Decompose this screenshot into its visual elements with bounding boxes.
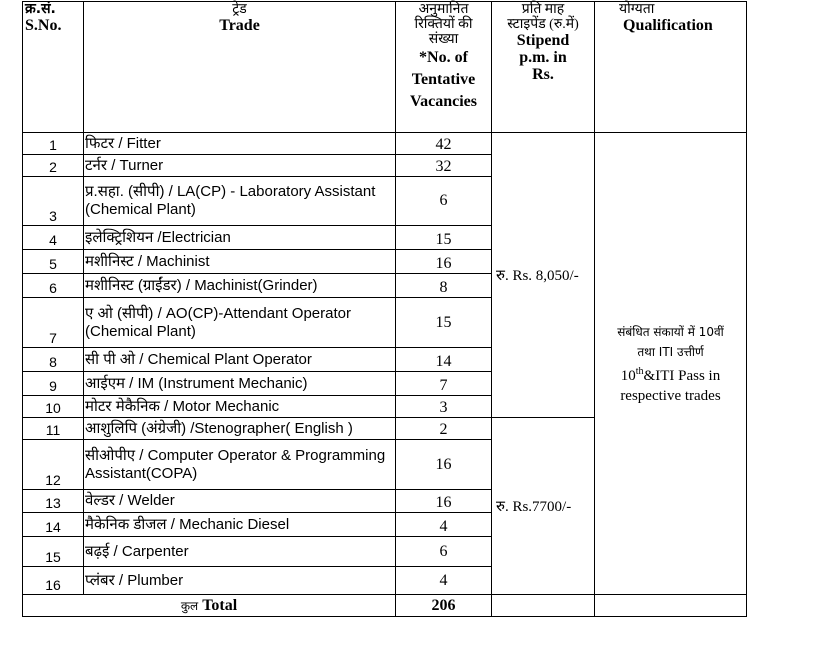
row-sno: 13 <box>23 490 84 513</box>
row-vacancies: 14 <box>396 348 492 372</box>
row-trade: प्लंबर / Plumber <box>84 567 396 595</box>
total-value: 206 <box>396 595 492 617</box>
qualification-line-3-sup: th <box>635 365 644 377</box>
total-row <box>23 595 747 617</box>
qualification-line-3-post: &ITI Pass in <box>643 367 721 384</box>
row-sno: 15 <box>23 537 84 567</box>
stipend-group-1: रु. Rs. 8,050/- <box>492 133 595 418</box>
row-vacancies: 3 <box>396 396 492 418</box>
row-sno: 5 <box>23 250 84 274</box>
row-trade: सी पी ओ / Chemical Plant Operator <box>84 348 396 372</box>
row-trade: ए ओ (सीपी) / AO(CP)-Attendant Operator (Chemical Plant) <box>84 298 396 348</box>
header-row <box>23 2 747 133</box>
qualification-line-3-pre: 10 <box>620 367 636 384</box>
row-trade: मशीनिस्ट (ग्राईंडर) / Machinist(Grinder) <box>84 274 396 298</box>
header-stipend-hi: प्रति माह स्टाइपेंड (रु.में) <box>507 2 579 32</box>
header-qualification <box>595 2 747 133</box>
row-sno: 3 <box>23 177 84 226</box>
row-vacancies: 7 <box>396 372 492 396</box>
row-vacancies: 15 <box>396 226 492 250</box>
vacancy-table <box>22 1 747 617</box>
row-vacancies: 4 <box>396 513 492 537</box>
row-vacancies: 16 <box>396 490 492 513</box>
row-trade: सीओपीए / Computer Operator & Programming Assistant(COPA) <box>84 440 396 490</box>
qualification-line-2: तथा ITI उत्तीर्ण <box>637 344 704 359</box>
row-vacancies: 16 <box>396 440 492 490</box>
header-trade-en: Trade <box>219 17 260 34</box>
row-vacancies: 2 <box>396 418 492 440</box>
row-trade: आईएम / IM (Instrument Mechanic) <box>84 372 396 396</box>
row-vacancies: 8 <box>396 274 492 298</box>
total-label-hi: कुल <box>180 598 199 613</box>
row-vacancies: 16 <box>396 250 492 274</box>
total-empty-stipend <box>492 595 595 617</box>
row-trade: बढ़ई / Carpenter <box>84 537 396 567</box>
row-trade: मैकेनिक डीजल / Mechanic Diesel <box>84 513 396 537</box>
header-stipend <box>492 2 595 133</box>
header-sno <box>23 2 84 133</box>
row-sno: 7 <box>23 298 84 348</box>
row-vacancies: 15 <box>396 298 492 348</box>
header-vacancies-en: *No. of Tentative Vacancies <box>410 49 477 110</box>
row-sno: 12 <box>23 440 84 490</box>
row-sno: 8 <box>23 348 84 372</box>
total-empty-qualification <box>595 595 747 617</box>
row-trade: वेल्डर / Welder <box>84 490 396 513</box>
row-sno: 9 <box>23 372 84 396</box>
total-label <box>23 595 396 617</box>
row-vacancies: 32 <box>396 155 492 177</box>
row-vacancies: 6 <box>396 537 492 567</box>
row-trade: मोटर मेकैनिक / Motor Mechanic <box>84 396 396 418</box>
row-trade: आशुलिपि (अंग्रेजी) /Stenographer( English ) <box>84 418 396 440</box>
qualification-line-4: respective trades <box>620 387 721 404</box>
stipend-group-2: रु. Rs.7700/- <box>492 418 595 595</box>
total-label-en: Total <box>202 596 238 614</box>
header-trade-hi: ट्रेड <box>232 2 247 17</box>
header-vacancies-hi: अनुमानित रिक्तियों की संख्या <box>414 2 473 47</box>
row-trade: इलेक्ट्रिशियन /Electrician <box>84 226 396 250</box>
header-trade <box>84 2 396 133</box>
table-row <box>23 133 747 155</box>
row-sno: 11 <box>23 418 84 440</box>
header-qualification-hi: योग्यता <box>619 2 655 17</box>
row-sno: 4 <box>23 226 84 250</box>
row-sno: 6 <box>23 274 84 298</box>
row-trade: प्र.सहा. (सीपी) / LA(CP) - Laboratory Assistant (Chemical Plant) <box>84 177 396 226</box>
row-sno: 14 <box>23 513 84 537</box>
row-vacancies: 6 <box>396 177 492 226</box>
header-qualification-en: Qualification <box>623 17 713 34</box>
qualification-line-1: संबंधित संकायों में 10वीं <box>617 324 724 339</box>
header-stipend-en: Stipend p.m. in Rs. <box>516 32 570 83</box>
row-sno: 2 <box>23 155 84 177</box>
row-trade: टर्नर / Turner <box>84 155 396 177</box>
qualification-cell <box>595 133 747 595</box>
row-trade: मशीनिस्ट / Machinist <box>84 250 396 274</box>
row-sno: 1 <box>23 133 84 155</box>
row-trade: फिटर / Fitter <box>84 133 396 155</box>
row-vacancies: 42 <box>396 133 492 155</box>
qualification-line-3 <box>595 362 746 386</box>
row-vacancies: 4 <box>396 567 492 595</box>
row-sno: 16 <box>23 567 84 595</box>
row-sno: 10 <box>23 396 84 418</box>
header-sno-en: S.No. <box>25 17 62 34</box>
header-sno-hi: क्र.सं. <box>25 1 56 17</box>
header-vacancies <box>396 2 492 133</box>
